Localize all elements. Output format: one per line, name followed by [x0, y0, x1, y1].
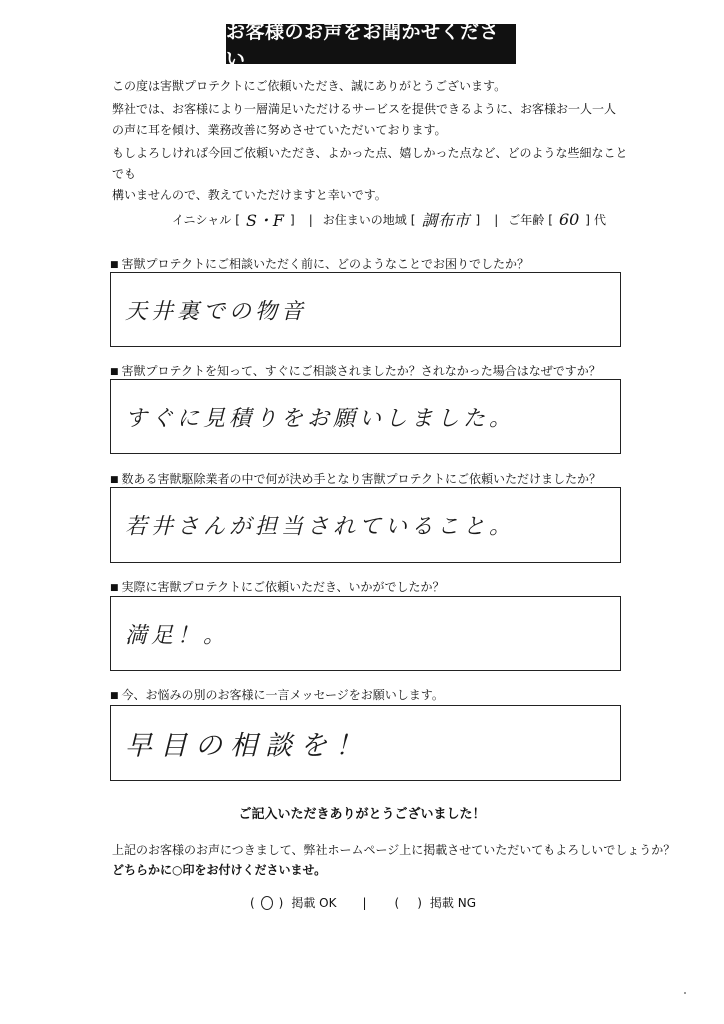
scan-speck: [684, 992, 686, 994]
circle-mark-icon: [261, 896, 273, 910]
intro-line: もしよろしければ今回ご依頼いただき、よかった点、嬉しかった点など、どのような些細なことでも: [112, 146, 628, 181]
respondent-info: イニシャル [ S・F ] | お住まいの地域 [ 調布市 ] | ご年齢 [ 60 ] 代: [172, 210, 606, 230]
question-3-label: ■ 数ある害獣駆除業者の中で何が決め手となり害獣プロテクトにご依頼いただけましたか？: [110, 472, 602, 486]
region-label: お住まいの地域: [322, 213, 407, 227]
publish-ng-option[interactable]: ( ) 掲載 NG: [394, 895, 477, 910]
age-value[interactable]: 60: [558, 210, 580, 229]
question-4-label: ■ 実際に害獣プロテクトにご依頼いただき、いかがでしたか？: [110, 580, 445, 594]
square-bullet-icon: ■: [110, 367, 119, 377]
intro-text: [112, 76, 632, 206]
square-bullet-icon: ■: [110, 475, 119, 485]
publish-permission: ( ) 掲載 OK | ( ) 掲載 NG: [249, 895, 477, 910]
initial-value[interactable]: S・F: [245, 211, 285, 230]
closing-line-2: どちらかに○印をお付けくださいませ。: [112, 863, 327, 877]
publish-ng-label: 掲載 NG: [429, 896, 477, 910]
square-bullet-icon: ■: [110, 260, 119, 270]
intro-line: 弊社では、お客様により一層満足いただけるサービスを提供できるように、お客様お一人一人: [112, 102, 617, 116]
answer-box-1[interactable]: [110, 272, 621, 347]
question-1-label: ■ 害獣プロテクトにご相談いただく前に、どのようなことでお困りでしたか？: [110, 257, 530, 271]
square-bullet-icon: ■: [110, 583, 119, 593]
closing-text: [112, 840, 675, 880]
answer-2: すぐに見積りをお願いしました。: [125, 406, 516, 431]
intro-line: の声に耳を傾け、業務改善に努めさせていただいております。: [112, 123, 447, 137]
answer-box-5[interactable]: [110, 705, 621, 781]
square-bullet-icon: ■: [110, 691, 119, 701]
age-label: ご年齢: [508, 213, 545, 227]
answer-1: 天井裏での物音: [125, 299, 308, 324]
intro-line: 構いませんので、教えていただけますと幸いです。: [112, 188, 387, 202]
page-title: お客様のお声をお聞かせください: [226, 24, 516, 64]
publish-ok-option[interactable]: ( ) 掲載 OK: [249, 895, 337, 910]
question-2-label: ■ 害獣プロテクトを知って、すぐにご相談されましたか？されなかった場合はなぜですか？: [110, 364, 601, 378]
answer-4: 満足！。: [125, 623, 230, 648]
question-5-label: ■ 今、お悩みの別のお客様に一言メッセージをお願いします。: [110, 688, 444, 702]
answer-box-3[interactable]: [110, 487, 621, 563]
answer-5: 早目の相談を！: [125, 730, 370, 762]
answer-3: 若井さんが担当されていること。: [125, 514, 516, 540]
region-value[interactable]: 調布市: [421, 211, 470, 230]
initial-label: イニシャル: [172, 213, 232, 227]
closing-line-1: 上記のお客様のお声につきまして、弊社ホームページ上に掲載させていただいてもよろしいでしょうか？: [112, 843, 676, 857]
intro-line: この度は害獣プロテクトにご依頼いただき、誠にありがとうございます。: [112, 79, 507, 93]
age-suffix: 代: [593, 213, 606, 227]
answer-box-4[interactable]: [110, 596, 621, 671]
thanks-message: ご記入いただきありがとうございました！: [238, 807, 486, 822]
publish-ok-label: 掲載 OK: [291, 896, 337, 910]
answer-box-2[interactable]: [110, 379, 621, 454]
